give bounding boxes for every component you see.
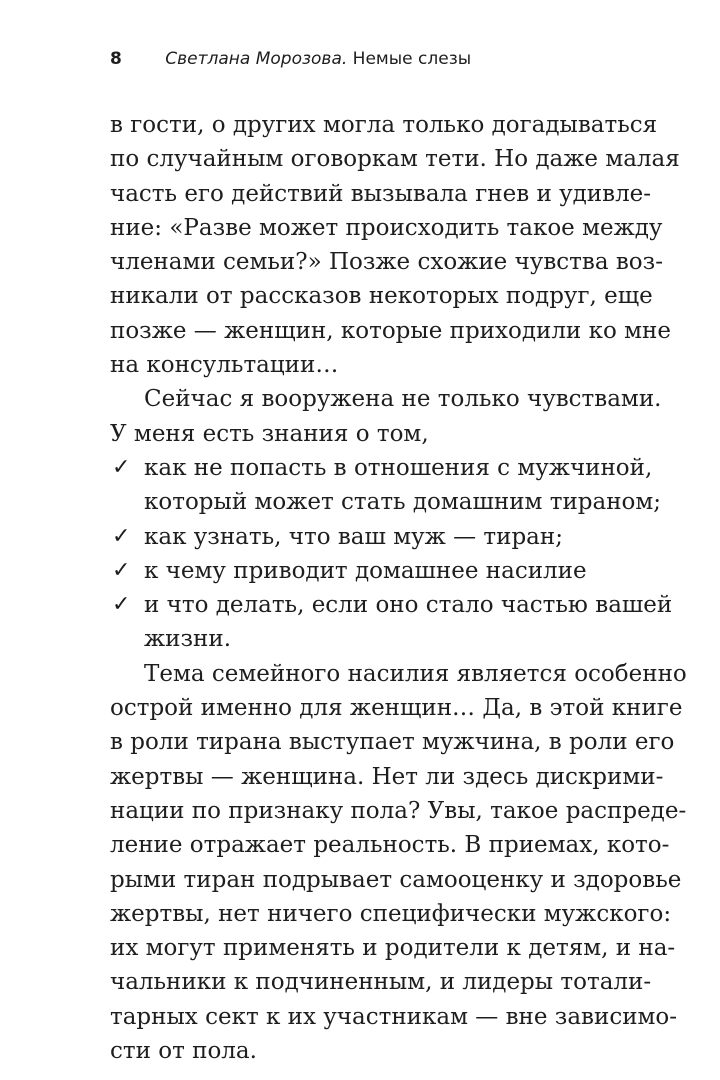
text-line: Тема семейного насилия является особенно [144,660,687,687]
text-line: острой именно для женщин… Да, в этой книге [110,695,683,722]
bullet-text: и что делать, если оно стало частью вашей [144,592,673,619]
text-line: никали от рассказов некоторых подруг, еще [110,283,653,310]
text-line: жертвы — женщина. Нет ли здесь дискрими- [110,763,664,790]
text-line: ление отражает реальность. В приемах, кото- [110,832,670,859]
text-line: Сейчас я вооружена не только чувствами. [144,386,662,413]
text-line: на консультации… [110,352,339,379]
bullet-item [110,451,653,485]
checkmark-icon: ✓ [112,454,131,480]
bullet-text: как узнать, что ваш муж — тиран; [144,523,563,550]
bullet-text: к чему приводит домашнее насилие [144,557,587,584]
text-line: жертвы, нет ничего специфически мужского: [110,900,672,927]
page-number: 8 [110,49,122,69]
text-line: чальники к подчиненным, и лидеры тотали- [110,969,652,996]
text-line: У меня есть знания о том, [110,420,429,447]
bullet-text: как не попасть в отношения с мужчиной, [144,454,653,481]
bullet-item [110,588,673,622]
text-line: часть его действий вызывала гнев и удивле- [110,180,652,207]
text-line: тарных сект к их участникам — вне зависимо- [110,1003,678,1030]
body-text [110,108,687,1068]
bullet-text: который может стать домашним тираном; [144,489,662,516]
text-line: ние: «Разве может происходить такое между [110,214,663,241]
checkmark-icon: ✓ [112,592,131,618]
text-line: их могут применять и родители к детям, и на- [110,935,676,962]
running-head-book-title: Немые слезы [352,49,472,69]
text-line: в роли тирана выступает мужчина, в роли его [110,729,675,756]
text-line: позже — женщин, которые приходили ко мне [110,317,671,344]
text-line: сти от пола. [110,1038,257,1065]
text-line: нации по признаку пола? Увы, такое распреде- [110,797,687,824]
bullet-item [110,554,620,588]
text-line: по случайным оговоркам тети. Но даже малая [110,146,680,173]
text-line: в гости, о других могла только догадываться [110,112,658,138]
running-head-author: Светлана Морозова. [165,49,348,69]
text-line: членами семьи?» Позже схожие чувства воз- [110,249,663,276]
checkmark-icon: ✓ [112,557,131,583]
text-line: рыми тиран подрывает самооценку и здоровье [110,866,682,893]
bullet-item [110,520,620,554]
checkmark-icon: ✓ [112,523,131,549]
bullet-text: жизни. [144,626,232,653]
running-head [110,48,471,70]
